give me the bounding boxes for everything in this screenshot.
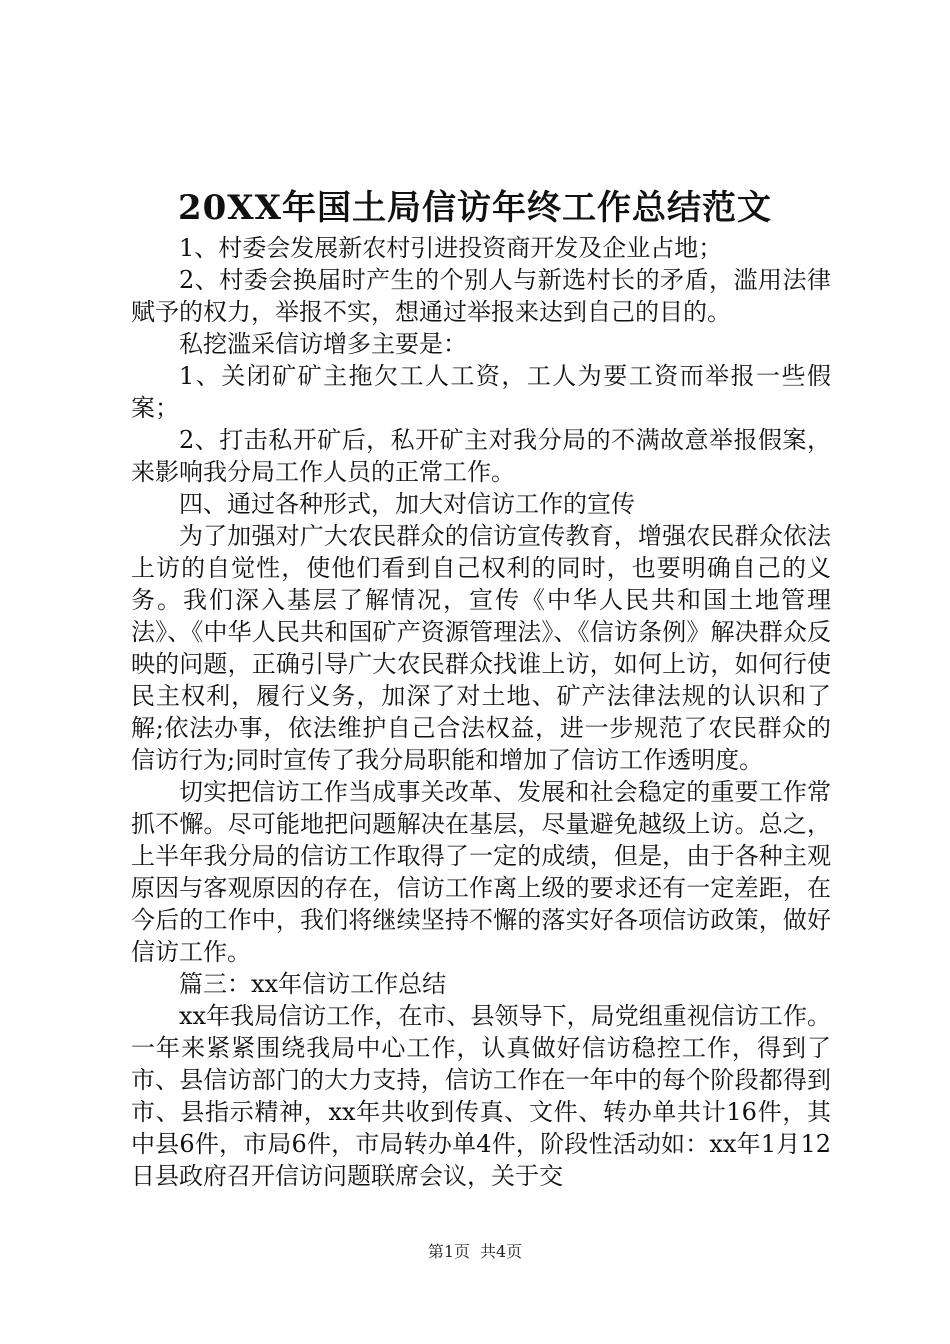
paragraph: 为了加强对广大农民群众的信访宣传教育，增强农民群众依法上访的自觉性，使他们看到自己权利的同时，也要明确自己的义务。我们深入基层了解情况，宣传《中华人民共和国土地管理法》、《中华人民共和国矿产资源管理法》、《信访条例》解决群众反映的问题，正确引导广大农民群众找谁上访，如何上访，如何行使民主权利，履行义务，加深了对土地、矿产法律法规的认识和了解;依法办事，依法维护自己合法权益，进一步规范了农民群众的信访行为;同时宣传了我分局职能和增加了信访工作透明度。 xyxy=(131,522,831,774)
paragraph: 1、关闭矿矿主拖欠工人工资，工人为要工资而举报一些假案； xyxy=(131,362,831,422)
page-total: 共4页 xyxy=(480,1242,523,1261)
section-heading: 篇三：xx年信访工作总结 xyxy=(179,970,447,998)
paragraph: 切实把信访工作当成事关改革、发展和社会稳定的重要工作常抓不懈。尽可能地把问题解决在基层，尽量避免越级上访。总之，上半年我分局的信访工作取得了一定的成绩，但是，由于各种主观原因与客观原因的存在，信访工作离上级的要求还有一定差距，在今后的工作中，我们将继续坚持不懈的落实好各项信访政策，做好信访工作。 xyxy=(131,778,831,966)
page-number: 第1页 xyxy=(427,1242,470,1261)
section-heading: 四、通过各种形式，加大对信访工作的宣传 xyxy=(179,490,635,518)
paragraph: 1、村委会发展新农村引进投资商开发及企业占地； xyxy=(179,234,723,262)
document-title: 20XX年国土局信访年终工作总结范文 xyxy=(177,188,773,228)
paragraph: 私挖滥采信访增多主要是： xyxy=(179,330,467,358)
document-body xyxy=(131,232,831,1192)
page-footer xyxy=(0,1242,950,1262)
paragraph: xx年我局信访工作，在市、县领导下，局党组重视信访工作。一年来紧紧围绕我局中心工作，认真做好信访稳控工作，得到了市、县信访部门的大力支持，信访工作在一年中的每个阶段都得到市、县指示精神，xx年共收到传真、文件、转办单共计16件，其中县6件，市局6件，市局转办单4件，阶段性活动如：xx年1月12日县政府召开信访问题联席会议，关于交 xyxy=(131,1002,831,1190)
paragraph: 2、村委会换届时产生的个别人与新选村长的矛盾，滥用法律赋予的权力，举报不实，想通过举报来达到自己的目的。 xyxy=(131,266,831,326)
paragraph: 2、打击私开矿后，私开矿主对我分局的不满故意举报假案，来影响我分局工作人员的正常工作。 xyxy=(131,426,831,486)
